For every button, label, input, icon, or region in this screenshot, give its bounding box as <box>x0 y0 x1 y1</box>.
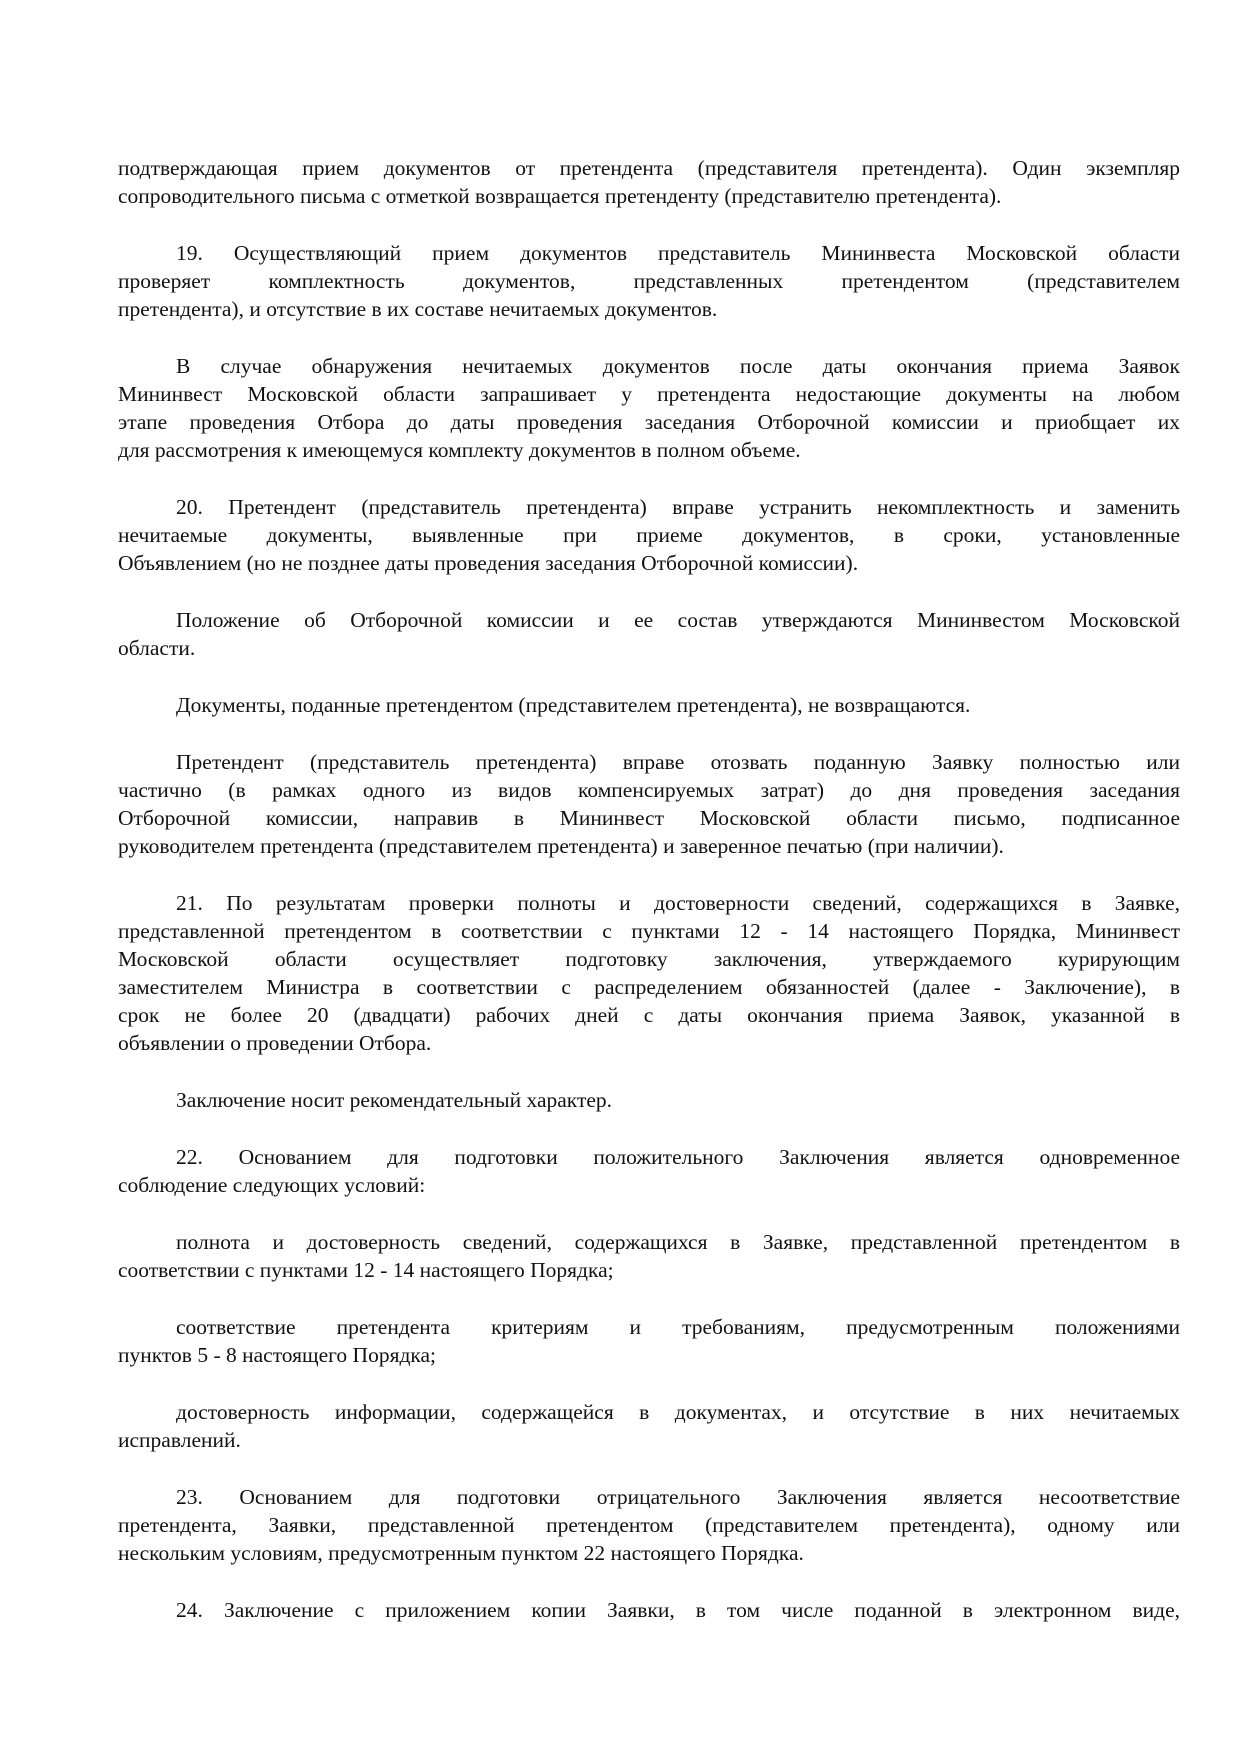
paragraph <box>118 606 1180 662</box>
text-line: подтверждающая прием документов от претендента (представителя претендента). Один экземпляр <box>118 156 1180 180</box>
paragraph <box>118 1086 1180 1114</box>
text-line: 19. Осуществляющий прием документов представитель Мининвеста Московской области <box>176 241 1180 265</box>
text-line: Документы, поданные претендентом (представителем претендента), не возвращаются. <box>176 693 971 717</box>
paragraph <box>118 1313 1180 1369</box>
text-line: 24. Заключение с приложением копии Заявки, в том числе поданной в электронном виде, <box>176 1598 1180 1622</box>
text-line: представленной претендентом в соответствии с пунктами 12 - 14 настоящего Порядка, Мининвест <box>118 919 1180 943</box>
text-line: Московской области осуществляет подготовку заключения, утверждаемого курирующим <box>118 947 1180 971</box>
text-line: срок не более 20 (двадцати) рабочих дней с даты окончания приема Заявок, указанной в <box>118 1003 1180 1027</box>
paragraph <box>118 352 1180 464</box>
text-line: Положение об Отборочной комиссии и ее состав утверждаются Мининвестом Московской <box>176 608 1180 632</box>
text-line: объявлении о проведении Отбора. <box>118 1031 432 1055</box>
text-line: Претендент (представитель претендента) вправе отозвать поданную Заявку полностью или <box>176 750 1180 774</box>
text-line: 22. Основанием для подготовки положительного Заключения является одновременное <box>176 1145 1180 1169</box>
text-line: исправлений. <box>118 1428 241 1452</box>
text-line: сопроводительного письма с отметкой возвращается претенденту (представителю претендента). <box>118 184 1002 208</box>
text-line: этапе проведения Отбора до даты проведения заседания Отборочной комиссии и приобщает их <box>118 410 1180 434</box>
text-line: полнота и достоверность сведений, содержащихся в Заявке, представленной претендентом в <box>176 1230 1180 1254</box>
text-line: нескольким условиям, предусмотренным пунктом 22 настоящего Порядка. <box>118 1541 804 1565</box>
paragraph <box>118 1483 1180 1567</box>
paragraph <box>118 691 1180 719</box>
text-line: 20. Претендент (представитель претендента) вправе устранить некомплектность и заменить <box>176 495 1180 519</box>
text-line: Заключение носит рекомендательный характер. <box>176 1088 613 1112</box>
text-line: для рассмотрения к имеющемуся комплекту документов в полном объеме. <box>118 438 801 462</box>
paragraph <box>118 889 1180 1057</box>
paragraph <box>118 154 1180 210</box>
text-line: руководителем претендента (представителем претендента) и заверенное печатью (при наличии). <box>118 834 1004 858</box>
text-line: проверяет комплектность документов, представленных претендентом (представителем <box>118 269 1180 293</box>
text-line: 21. По результатам проверки полноты и достоверности сведений, содержащихся в Заявке, <box>176 891 1180 915</box>
text-line: нечитаемые документы, выявленные при приеме документов, в сроки, установленные <box>118 523 1180 547</box>
text-line: области. <box>118 636 196 660</box>
text-line: В случае обнаружения нечитаемых документов после даты окончания приема Заявок <box>176 354 1180 378</box>
text-line: соответствие претендента критериям и требованиям, предусмотренным положениями <box>176 1315 1180 1339</box>
text-line: Отборочной комиссии, направив в Мининвест Московской области письмо, подписанное <box>118 806 1180 830</box>
paragraph <box>118 493 1180 577</box>
paragraph <box>118 748 1180 860</box>
text-line: заместителем Министра в соответствии с распределением обязанностей (далее - Заключение), в <box>118 975 1180 999</box>
text-line: 23. Основанием для подготовки отрицательного Заключения является несоответствие <box>176 1485 1180 1509</box>
text-line: претендента), и отсутствие в их составе нечитаемых документов. <box>118 297 718 321</box>
text-line: соответствии с пунктами 12 - 14 настоящего Порядка; <box>118 1258 614 1282</box>
text-line: претендента, Заявки, представленной претендентом (представителем претендента), одному или <box>118 1513 1180 1537</box>
text-line: частично (в рамках одного из видов компенсируемых затрат) до дня проведения заседания <box>118 778 1180 802</box>
paragraph <box>118 1398 1180 1454</box>
text-line: соблюдение следующих условий: <box>118 1173 426 1197</box>
paragraph <box>118 1228 1180 1284</box>
paragraph <box>118 1143 1180 1199</box>
paragraph <box>118 239 1180 323</box>
text-line: Мининвест Московской области запрашивает у претендента недостающие документы на любом <box>118 382 1180 406</box>
paragraph <box>118 1596 1180 1624</box>
document-page <box>118 154 1180 1653</box>
text-line: Объявлением (но не позднее даты проведения заседания Отборочной комиссии). <box>118 551 859 575</box>
text-line: пунктов 5 - 8 настоящего Порядка; <box>118 1343 437 1367</box>
text-line: достоверность информации, содержащейся в документах, и отсутствие в них нечитаемых <box>176 1400 1180 1424</box>
